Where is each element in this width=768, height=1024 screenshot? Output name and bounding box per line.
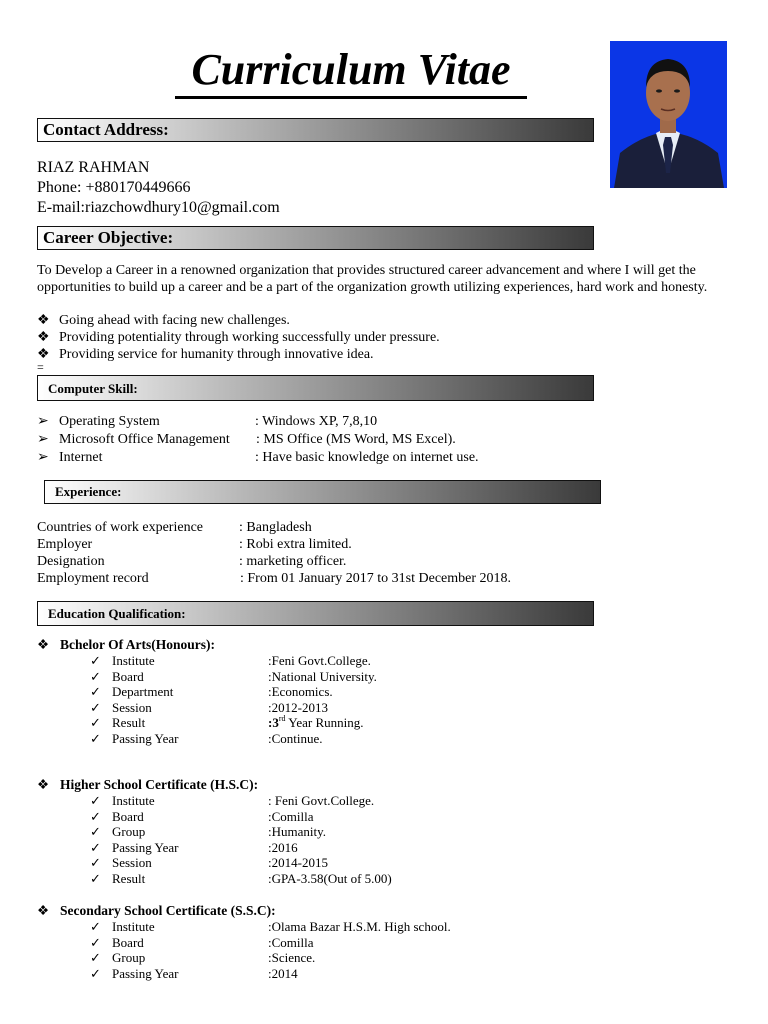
list-item: ✓ Session :2014-2015	[90, 855, 328, 870]
check-bullet-icon: ✓	[90, 934, 101, 950]
list-item: Employer : Robi extra limited.	[37, 537, 352, 552]
list-item: Employment record : From 01 January 2017 to 31st December 2018.	[37, 571, 512, 586]
education-hsc-section	[0, 776, 768, 886]
list-item: ✓ Board :Comilla	[90, 808, 314, 824]
list-item: ✓ Passing Year :2016	[90, 839, 298, 855]
check-bullet-icon: ✓	[90, 699, 101, 715]
list-item: ✓ Institute :Olama Bazar H.S.M. High school.	[90, 919, 451, 934]
check-bullet-icon: ✓	[90, 730, 101, 746]
arrow-bullet-icon: ➢	[37, 414, 49, 429]
list-item: ✓ Board :Comilla	[90, 934, 314, 950]
arrow-bullet-icon: ➢	[37, 450, 49, 465]
list-item: ➢ Operating System : Windows XP, 7,8,10	[37, 414, 378, 429]
check-bullet-icon: ✓	[90, 793, 101, 808]
education-ba-title: ❖ Bchelor Of Arts(Honours):	[37, 637, 215, 652]
check-bullet-icon: ✓	[90, 839, 101, 855]
list-item: ✓ Department :Economics.	[90, 684, 333, 699]
list-item: ✓ Institute :Feni Govt.College.	[90, 653, 371, 668]
check-bullet-icon: ✓	[90, 824, 101, 839]
diamond-bullet-icon: ❖	[37, 637, 50, 652]
check-bullet-icon: ✓	[90, 919, 101, 934]
result-value: :3rd Year Running.	[268, 714, 364, 730]
profile-photo	[610, 41, 727, 188]
list-item: Designation : marketing officer.	[37, 554, 347, 569]
list-item: ✓ Passing Year :2014	[90, 965, 298, 981]
diamond-bullet-icon: ❖	[37, 777, 50, 792]
diamond-bullet-icon: ❖	[37, 903, 50, 918]
contact-address-header: Contact Address:	[37, 118, 594, 142]
list-item: ❖ Going ahead with facing new challenges.	[37, 313, 290, 328]
career-objective-header: Career Objective:	[37, 226, 594, 250]
check-bullet-icon: ✓	[90, 950, 101, 965]
computer-skill-list	[37, 413, 727, 467]
contact-name: RIAZ RAHMAN	[37, 159, 150, 176]
check-bullet-icon: ✓	[90, 870, 101, 886]
stray-mark: =	[37, 360, 44, 374]
career-objective-text: To Develop a Career in a renowned organization that provides structured career advancement and where I will get the opportunities to build up a career and be a part of the organization growth utilizing experiences, hard work and honesty.	[37, 263, 708, 295]
education-hsc-title: ❖ Higher School Certificate (H.S.C):	[37, 777, 259, 792]
list-item: ❖ Providing potentiality through working successfully under pressure.	[37, 330, 440, 345]
contact-phone: Phone: +880170449666	[37, 179, 191, 196]
computer-skill-header: Computer Skill:	[37, 375, 594, 401]
check-bullet-icon: ✓	[90, 808, 101, 824]
list-item: ✓ Board :National University.	[90, 668, 377, 684]
check-bullet-icon: ✓	[90, 684, 101, 699]
experience-list	[37, 519, 727, 587]
check-bullet-icon: ✓	[90, 855, 101, 870]
list-item: ✓ Session :2012-2013	[90, 699, 328, 715]
arrow-bullet-icon: ➢	[37, 432, 49, 447]
list-item: ❖ Providing service for humanity through innovative idea.	[37, 347, 374, 362]
check-bullet-icon: ✓	[90, 715, 101, 730]
check-bullet-icon: ✓	[90, 653, 101, 668]
list-item: ✓ Institute : Feni Govt.College.	[90, 793, 375, 808]
document-title: Curriculum Vitae	[175, 44, 527, 99]
diamond-bullet-icon: ❖	[37, 313, 50, 328]
list-item: Countries of work experience : Bangladesh	[37, 520, 312, 535]
list-item: ➢ Internet : Have basic knowledge on internet use.	[37, 450, 479, 465]
contact-email: E-mail:riazchowdhury10@gmail.com	[37, 199, 280, 216]
list-item: ✓ Result :GPA-3.58(Out of 5.00)	[90, 870, 392, 886]
list-item: ➢ Microsoft Office Management : MS Office (MS Word, MS Excel).	[37, 432, 456, 447]
education-header: Education Qualification:	[37, 601, 594, 626]
diamond-bullet-icon: ❖	[37, 347, 50, 362]
list-item: ✓ Group :Humanity.	[90, 824, 327, 839]
list-item: ✓ Passing Year :Continue.	[90, 730, 323, 746]
person-portrait-icon	[610, 41, 727, 188]
education-ba-section	[0, 636, 768, 746]
check-bullet-icon: ✓	[90, 668, 101, 684]
education-ssc-section	[0, 902, 768, 981]
list-item: ✓ Group :Science.	[90, 950, 316, 965]
diamond-bullet-icon: ❖	[37, 330, 50, 345]
check-bullet-icon: ✓	[90, 965, 101, 981]
list-item: ✓ Result :3rd Year Running.	[90, 714, 364, 730]
career-objective-bullets	[37, 312, 727, 363]
experience-header: Experience:	[44, 480, 601, 504]
education-ssc-title: ❖ Secondary School Certificate (S.S.C):	[37, 903, 276, 918]
